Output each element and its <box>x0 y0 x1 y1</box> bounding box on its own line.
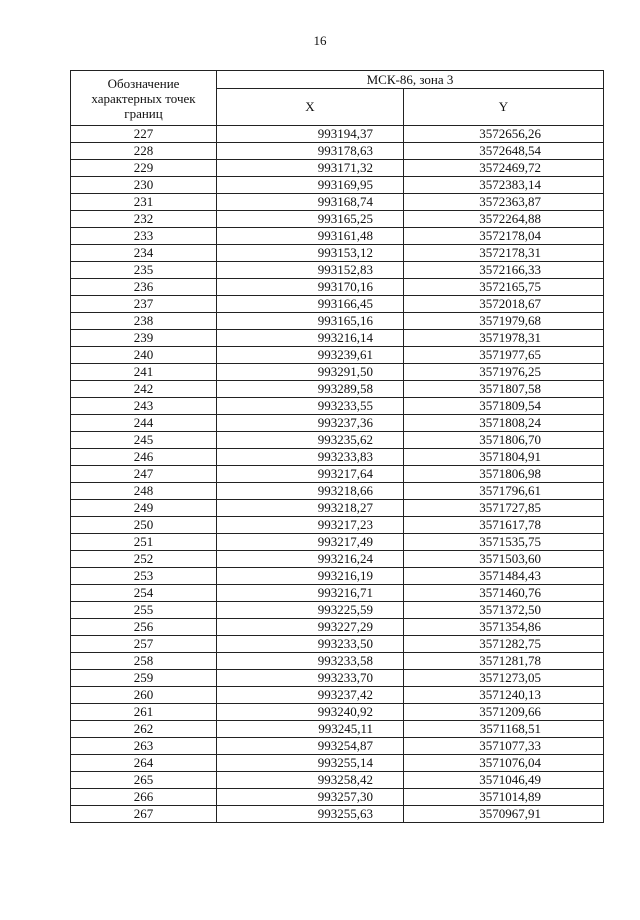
cell-x: 993170,16 <box>217 279 404 296</box>
table-row <box>71 670 604 687</box>
cell-point: 244 <box>71 415 217 432</box>
table-row <box>71 585 604 602</box>
table-row <box>71 432 604 449</box>
cell-x: 993165,16 <box>217 313 404 330</box>
cell-x: 993237,42 <box>217 687 404 704</box>
cell-x: 993171,32 <box>217 160 404 177</box>
cell-x: 993218,27 <box>217 500 404 517</box>
cell-y: 3571168,51 <box>404 721 604 738</box>
cell-y: 3572018,67 <box>404 296 604 313</box>
cell-y: 3571807,58 <box>404 381 604 398</box>
table-row <box>71 755 604 772</box>
cell-point: 227 <box>71 126 217 143</box>
table-row <box>71 772 604 789</box>
cell-y: 3571014,89 <box>404 789 604 806</box>
cell-point: 239 <box>71 330 217 347</box>
cell-point: 230 <box>71 177 217 194</box>
cell-point: 247 <box>71 466 217 483</box>
table-row <box>71 415 604 432</box>
cell-point: 232 <box>71 211 217 228</box>
cell-point: 267 <box>71 806 217 823</box>
table-row <box>71 313 604 330</box>
cell-y: 3571046,49 <box>404 772 604 789</box>
cell-x: 993233,83 <box>217 449 404 466</box>
cell-y: 3571372,50 <box>404 602 604 619</box>
cell-y: 3571076,04 <box>404 755 604 772</box>
cell-y: 3572264,88 <box>404 211 604 228</box>
table-row <box>71 245 604 262</box>
cell-x: 993255,14 <box>217 755 404 772</box>
cell-x: 993217,64 <box>217 466 404 483</box>
cell-y: 3572383,14 <box>404 177 604 194</box>
cell-y: 3572469,72 <box>404 160 604 177</box>
cell-point: 240 <box>71 347 217 364</box>
cell-y: 3572178,31 <box>404 245 604 262</box>
cell-x: 993161,48 <box>217 228 404 245</box>
cell-x: 993235,62 <box>217 432 404 449</box>
cell-point: 243 <box>71 398 217 415</box>
table-row <box>71 347 604 364</box>
cell-point: 234 <box>71 245 217 262</box>
table-row <box>71 568 604 585</box>
cell-x: 993153,12 <box>217 245 404 262</box>
cell-point: 254 <box>71 585 217 602</box>
cell-x: 993289,58 <box>217 381 404 398</box>
cell-x: 993255,63 <box>217 806 404 823</box>
cell-y: 3571240,13 <box>404 687 604 704</box>
cell-point: 246 <box>71 449 217 466</box>
cell-y: 3572648,54 <box>404 143 604 160</box>
table-row <box>71 449 604 466</box>
header-x: X <box>217 89 404 126</box>
cell-x: 993233,58 <box>217 653 404 670</box>
cell-y: 3571806,70 <box>404 432 604 449</box>
table-row <box>71 228 604 245</box>
table-row <box>71 262 604 279</box>
cell-point: 262 <box>71 721 217 738</box>
cell-y: 3571077,33 <box>404 738 604 755</box>
cell-y: 3571273,05 <box>404 670 604 687</box>
cell-y: 3571806,98 <box>404 466 604 483</box>
cell-point: 265 <box>71 772 217 789</box>
cell-point: 249 <box>71 500 217 517</box>
table-row <box>71 279 604 296</box>
cell-y: 3571804,91 <box>404 449 604 466</box>
cell-point: 266 <box>71 789 217 806</box>
cell-point: 231 <box>71 194 217 211</box>
cell-point: 233 <box>71 228 217 245</box>
table-row <box>71 483 604 500</box>
cell-y: 3571281,78 <box>404 653 604 670</box>
cell-x: 993233,55 <box>217 398 404 415</box>
cell-x: 993216,71 <box>217 585 404 602</box>
table-row <box>71 551 604 568</box>
cell-x: 993169,95 <box>217 177 404 194</box>
table-row <box>71 602 604 619</box>
cell-point: 252 <box>71 551 217 568</box>
cell-point: 238 <box>71 313 217 330</box>
cell-y: 3572656,26 <box>404 126 604 143</box>
cell-point: 255 <box>71 602 217 619</box>
cell-x: 993194,37 <box>217 126 404 143</box>
cell-x: 993217,23 <box>217 517 404 534</box>
cell-point: 260 <box>71 687 217 704</box>
header-y: Y <box>404 89 604 126</box>
cell-x: 993216,24 <box>217 551 404 568</box>
cell-y: 3571460,76 <box>404 585 604 602</box>
header-coordinate-system: МСК-86, зона 3 <box>217 71 604 89</box>
cell-y: 3570967,91 <box>404 806 604 823</box>
cell-x: 993166,45 <box>217 296 404 313</box>
cell-y: 3571979,68 <box>404 313 604 330</box>
header-point-label: Обозначение характерных точек границ <box>71 71 217 126</box>
table-row <box>71 534 604 551</box>
cell-x: 993178,63 <box>217 143 404 160</box>
cell-point: 228 <box>71 143 217 160</box>
cell-x: 993240,92 <box>217 704 404 721</box>
cell-x: 993168,74 <box>217 194 404 211</box>
cell-y: 3572363,87 <box>404 194 604 211</box>
cell-point: 258 <box>71 653 217 670</box>
cell-x: 993152,83 <box>217 262 404 279</box>
cell-y: 3571282,75 <box>404 636 604 653</box>
table-row <box>71 636 604 653</box>
cell-x: 993218,66 <box>217 483 404 500</box>
table-row <box>71 619 604 636</box>
table-header <box>71 71 604 126</box>
cell-x: 993217,49 <box>217 534 404 551</box>
cell-x: 993233,70 <box>217 670 404 687</box>
table-row <box>71 738 604 755</box>
cell-point: 245 <box>71 432 217 449</box>
cell-x: 993233,50 <box>217 636 404 653</box>
cell-point: 235 <box>71 262 217 279</box>
cell-y: 3571727,85 <box>404 500 604 517</box>
table-row <box>71 364 604 381</box>
table-row <box>71 194 604 211</box>
table-row <box>71 296 604 313</box>
table-row <box>71 211 604 228</box>
cell-point: 263 <box>71 738 217 755</box>
cell-y: 3571503,60 <box>404 551 604 568</box>
cell-x: 993258,42 <box>217 772 404 789</box>
cell-point: 237 <box>71 296 217 313</box>
cell-point: 259 <box>71 670 217 687</box>
table-row <box>71 704 604 721</box>
cell-y: 3572166,33 <box>404 262 604 279</box>
table-row <box>71 126 604 143</box>
table-row <box>71 160 604 177</box>
table-row <box>71 687 604 704</box>
coordinates-table <box>70 70 604 823</box>
cell-point: 241 <box>71 364 217 381</box>
cell-x: 993165,25 <box>217 211 404 228</box>
table-row <box>71 398 604 415</box>
table-row <box>71 789 604 806</box>
table-row <box>71 330 604 347</box>
cell-y: 3571484,43 <box>404 568 604 585</box>
cell-y: 3571808,24 <box>404 415 604 432</box>
table-row <box>71 500 604 517</box>
cell-y: 3571796,61 <box>404 483 604 500</box>
cell-point: 250 <box>71 517 217 534</box>
cell-x: 993237,36 <box>217 415 404 432</box>
cell-x: 993239,61 <box>217 347 404 364</box>
cell-x: 993225,59 <box>217 602 404 619</box>
cell-y: 3571977,65 <box>404 347 604 364</box>
cell-y: 3571354,86 <box>404 619 604 636</box>
cell-y: 3571976,25 <box>404 364 604 381</box>
cell-x: 993216,19 <box>217 568 404 585</box>
cell-point: 229 <box>71 160 217 177</box>
table-row <box>71 653 604 670</box>
cell-x: 993216,14 <box>217 330 404 347</box>
cell-point: 248 <box>71 483 217 500</box>
table-row <box>71 466 604 483</box>
cell-x: 993254,87 <box>217 738 404 755</box>
cell-point: 242 <box>71 381 217 398</box>
table-row <box>71 143 604 160</box>
cell-y: 3571535,75 <box>404 534 604 551</box>
cell-point: 256 <box>71 619 217 636</box>
table-body <box>71 126 604 823</box>
cell-point: 264 <box>71 755 217 772</box>
cell-y: 3572178,04 <box>404 228 604 245</box>
cell-point: 236 <box>71 279 217 296</box>
cell-x: 993257,30 <box>217 789 404 806</box>
cell-point: 253 <box>71 568 217 585</box>
table-row <box>71 177 604 194</box>
table-row <box>71 721 604 738</box>
cell-point: 251 <box>71 534 217 551</box>
table-row <box>71 806 604 823</box>
cell-y: 3572165,75 <box>404 279 604 296</box>
cell-x: 993245,11 <box>217 721 404 738</box>
page-number: 16 <box>313 33 327 48</box>
cell-point: 261 <box>71 704 217 721</box>
cell-y: 3571809,54 <box>404 398 604 415</box>
table-row <box>71 517 604 534</box>
cell-y: 3571978,31 <box>404 330 604 347</box>
cell-x: 993227,29 <box>217 619 404 636</box>
table-row <box>71 381 604 398</box>
cell-y: 3571617,78 <box>404 517 604 534</box>
cell-x: 993291,50 <box>217 364 404 381</box>
cell-point: 257 <box>71 636 217 653</box>
cell-y: 3571209,66 <box>404 704 604 721</box>
